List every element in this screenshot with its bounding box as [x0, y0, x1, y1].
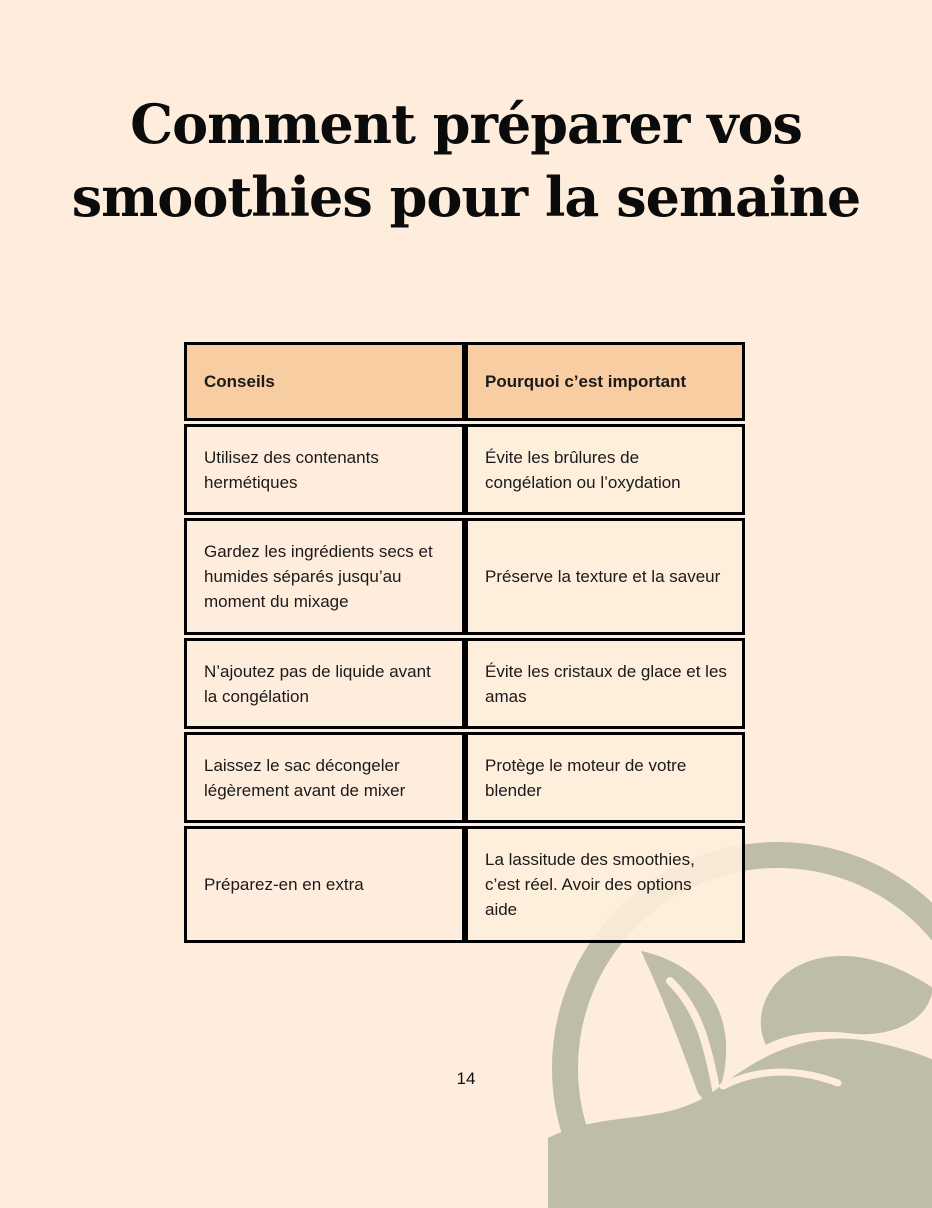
table-row	[184, 638, 745, 729]
table-cell-raison: Évite les brûlures de congélation ou l’oxydation	[465, 424, 745, 515]
page-number: 14	[456, 1069, 476, 1088]
table-cell-raison: Évite les cristaux de glace et les amas	[465, 638, 745, 729]
header-conseils: Conseils	[184, 342, 465, 421]
page-title-line-2: smoothies pour la semaine	[71, 165, 861, 229]
table-cell-conseil: Préparez-en en extra	[184, 826, 465, 943]
page-title	[0, 88, 932, 234]
table-cell-conseil: Utilisez des contenants hermétiques	[184, 424, 465, 515]
table-cell-conseil: Laissez le sac décongeler légèrement avant de mixer	[184, 732, 465, 823]
table-row	[184, 424, 745, 515]
page-title-line-1: Comment préparer vos	[130, 92, 802, 156]
table-row	[184, 518, 745, 635]
table-cell-raison: Protège le moteur de votre blender	[465, 732, 745, 823]
table-cell-raison: Préserve la texture et la saveur	[465, 518, 745, 635]
table-cell-raison: La lassitude des smoothies, c’est réel. Avoir des options aide	[465, 826, 745, 943]
tips-table	[184, 339, 745, 946]
table-row	[184, 826, 745, 943]
table-cell-conseil: Gardez les ingrédients secs et humides séparés jusqu’au moment du mixage	[184, 518, 465, 635]
header-pourquoi: Pourquoi c’est important	[465, 342, 745, 421]
table-cell-conseil: N’ajoutez pas de liquide avant la congélation	[184, 638, 465, 729]
table-header-row	[184, 342, 745, 421]
table-row	[184, 732, 745, 823]
